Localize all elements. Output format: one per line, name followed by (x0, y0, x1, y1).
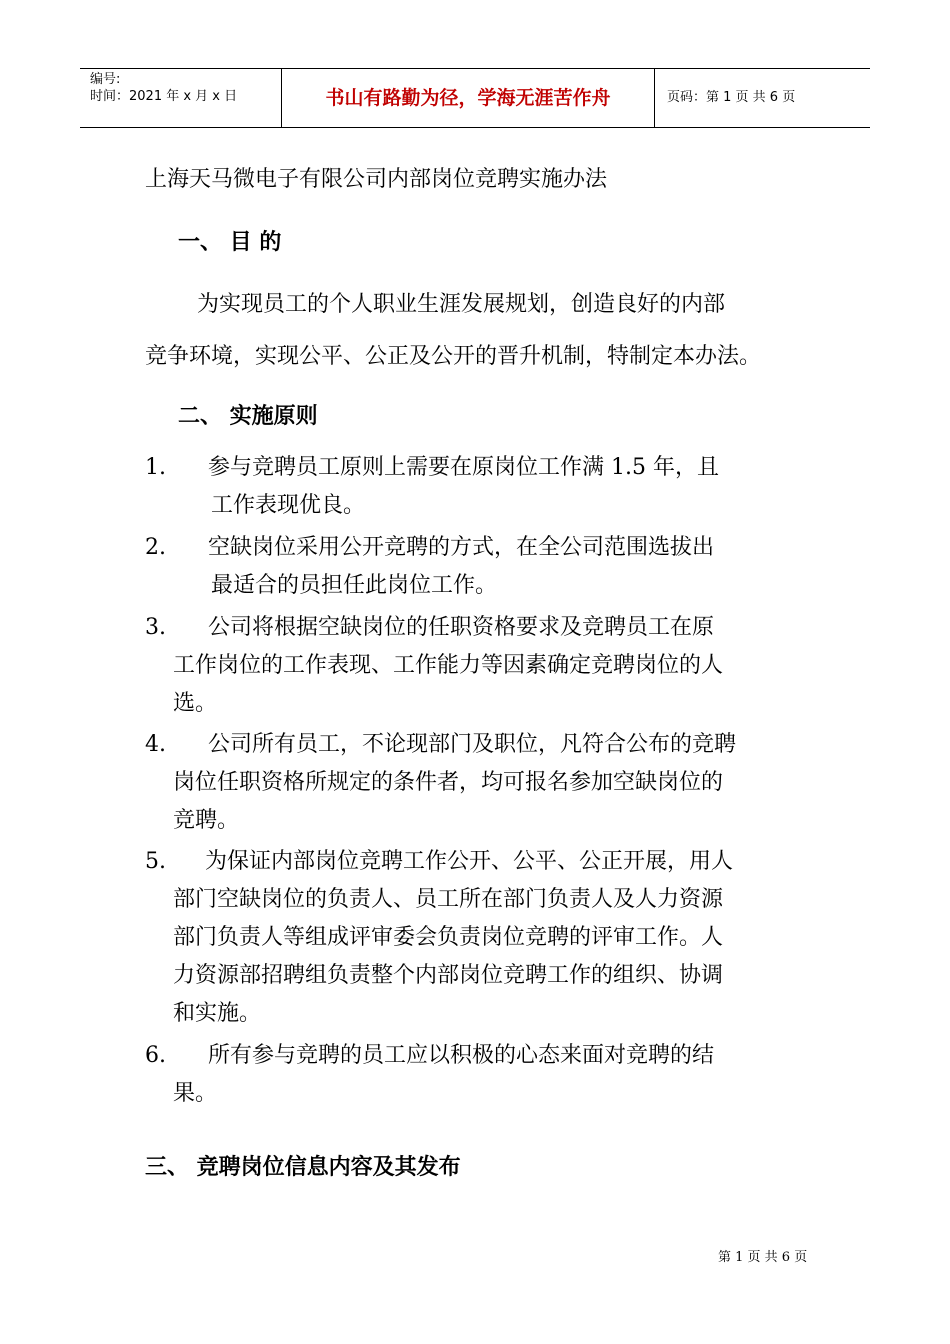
list-item-line: 力资源部招聘组负责整个内部岗位竞聘工作的组织、协调 (173, 963, 724, 988)
page-header (80, 68, 870, 128)
footer-page-number: 第 1 页 共 6 页 (718, 1250, 808, 1265)
list-item-number: 5. (145, 849, 166, 874)
header-motto: 书山有路勤为径，学海无涯苦作舟 (282, 69, 655, 127)
list-item-line: 工作岗位的工作表现、工作能力等因素确定竞聘岗位的人 (173, 653, 724, 678)
list-item-line: 公司将根据空缺岗位的任职资格要求及竞聘员工在原 (208, 615, 715, 640)
list-item-line: 部门负责人等组成评审委会负责岗位竞聘的评审工作。人 (173, 925, 724, 950)
list-item-line: 选。 (173, 691, 218, 716)
list-item-line: 和实施。 (173, 1001, 262, 1026)
list-item-line: 空缺岗位采用公开竞聘的方式，在全公司范围选拔出 (208, 535, 715, 560)
list-item-number: 1. (145, 455, 166, 480)
list-item-line: 公司所有员工，不论现部门及职位，凡符合公布的竞聘 (208, 732, 737, 757)
list-item-line: 果。 (173, 1081, 218, 1106)
list-item-number: 3. (145, 615, 166, 640)
list-item-line: 所有参与竞聘的员工应以积极的心态来面对竞聘的结 (208, 1043, 715, 1068)
header-page-number: 页码：第 1 页 共 6 页 (667, 90, 796, 105)
purpose-paragraph-line-2: 竞争环境，实现公平、公正及公开的晋升机制，特制定本办法。 (145, 344, 762, 369)
list-item-line: 岗位任职资格所规定的条件者，均可报名参加空缺岗位的 (173, 770, 724, 795)
purpose-paragraph-line-1: 为实现员工的个人职业生涯发展规划，创造良好的内部 (197, 292, 726, 317)
list-item-line: 工作表现优良。 (211, 493, 366, 518)
document-title: 上海天马微电子有限公司内部岗位竞聘实施办法 (145, 167, 608, 192)
list-item (145, 1037, 825, 1113)
document-date-label: 时间：2021 年 x 月 x 日 (90, 89, 238, 104)
document-number-label: 编号: (90, 72, 121, 87)
section-heading-principles: 二、 实施原则 (178, 404, 318, 429)
list-item (145, 529, 825, 605)
list-item-number: 4. (145, 732, 166, 757)
section-heading-posting: 三、 竞聘岗位信息内容及其发布 (145, 1155, 461, 1180)
list-item-line: 竞聘。 (173, 808, 240, 833)
list-item-line: 最适合的员担任此岗位工作。 (211, 573, 498, 598)
list-item (145, 449, 825, 525)
list-item-number: 6. (145, 1043, 166, 1068)
list-item-line: 为保证内部岗位竞聘工作公开、公平、公正开展，用人 (205, 849, 734, 874)
section-heading-purpose: 一、 目 的 (178, 230, 282, 255)
list-item-line: 参与竞聘员工原则上需要在原岗位工作满 1.5 年，且 (208, 455, 719, 480)
list-item-line: 部门空缺岗位的负责人、员工所在部门负责人及人力资源 (173, 887, 724, 912)
list-item (145, 609, 825, 723)
list-item (145, 843, 825, 1033)
list-item-number: 2. (145, 535, 166, 560)
list-item (145, 726, 825, 840)
header-meta (80, 69, 282, 127)
